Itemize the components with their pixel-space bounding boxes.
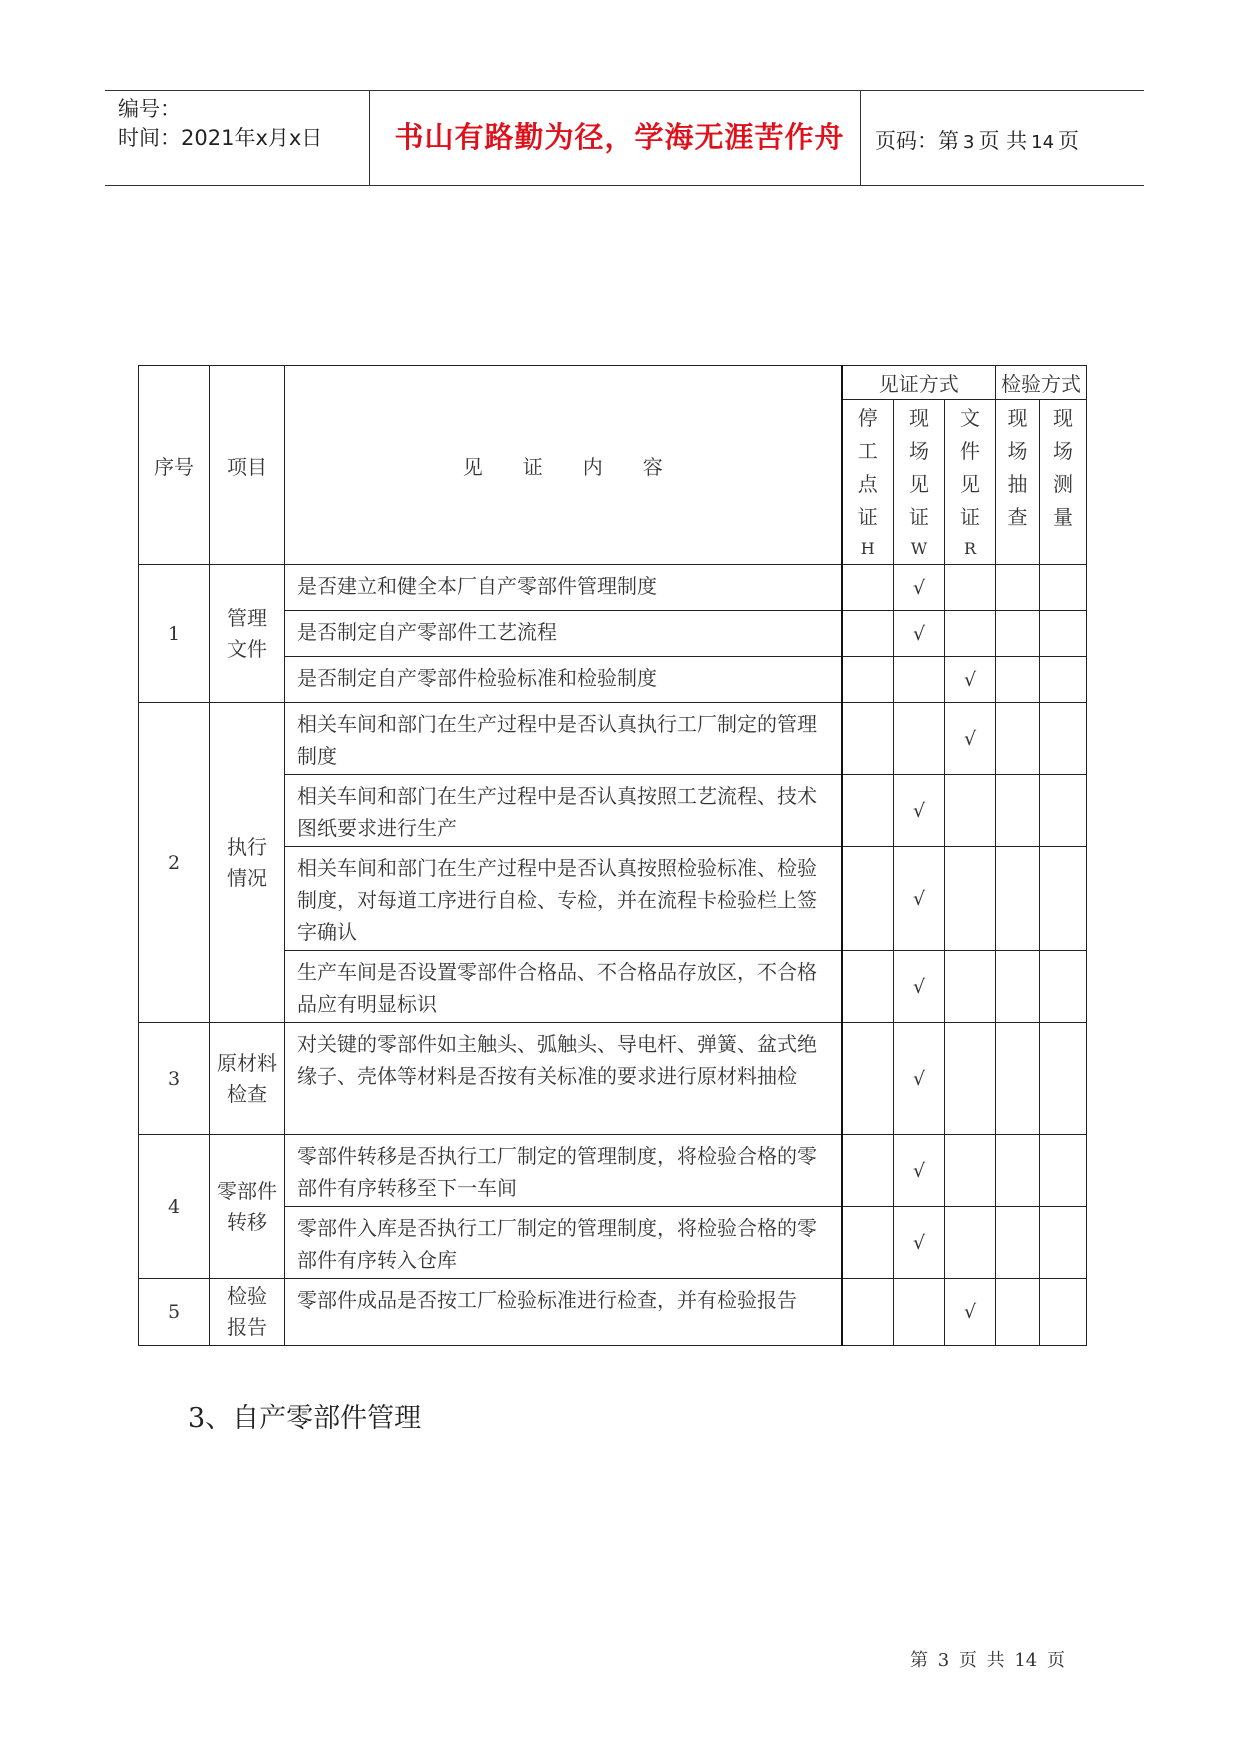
header-char: 现 <box>909 406 929 430</box>
page-header <box>105 90 1144 186</box>
page-current: 3 <box>963 132 975 153</box>
row-seq: 5 <box>139 1279 210 1346</box>
witness-table <box>138 365 1087 1346</box>
check-cell-w: √ <box>894 1023 945 1135</box>
check-cell-h <box>842 775 894 847</box>
row-item <box>210 1279 285 1346</box>
check-cell-m <box>1040 657 1087 703</box>
check-cell-w <box>894 657 945 703</box>
item-line: 文件 <box>227 636 267 661</box>
check-cell-s <box>996 565 1040 611</box>
check-cell-s <box>996 1135 1040 1207</box>
header-divider-2 <box>860 91 861 185</box>
header-hold-point <box>842 400 894 565</box>
check-cell-s <box>996 611 1040 657</box>
header-char: H <box>860 539 875 558</box>
check-cell-m <box>1040 1207 1087 1279</box>
header-char: 证 <box>857 505 878 529</box>
page-total: 14 <box>1031 132 1055 153</box>
header-char: R <box>963 539 977 558</box>
check-cell-r: √ <box>945 703 996 775</box>
header-char: 证 <box>909 505 929 529</box>
check-cell-s <box>996 703 1040 775</box>
check-cell-r <box>945 611 996 657</box>
check-cell-m <box>1040 703 1087 775</box>
check-cell-r: √ <box>945 657 996 703</box>
check-cell-m <box>1040 565 1087 611</box>
header-char: 场 <box>1007 439 1028 463</box>
table-row <box>139 703 1087 775</box>
header-char: W <box>910 539 928 558</box>
check-cell-m <box>1040 1023 1087 1135</box>
row-content: 是否制定自产零部件检验标准和检验制度 <box>285 657 842 703</box>
header-spot-check <box>996 400 1040 565</box>
header-site-witness <box>894 400 945 565</box>
header-char: 抽 <box>1007 472 1028 496</box>
header-site-measure <box>1040 400 1087 565</box>
header-char: 场 <box>909 439 929 463</box>
table-row <box>139 1023 1087 1135</box>
header-char: 文 <box>960 406 980 430</box>
item-line: 原材料 <box>217 1050 277 1075</box>
check-cell-m <box>1040 1279 1087 1346</box>
header-char: 现 <box>1007 406 1028 430</box>
check-cell-w: √ <box>894 775 945 847</box>
check-cell-r <box>945 1135 996 1207</box>
check-cell-s <box>996 1279 1040 1346</box>
table-row <box>139 565 1087 611</box>
header-page-info <box>875 125 1079 155</box>
check-cell-m <box>1040 611 1087 657</box>
check-cell-s <box>996 775 1040 847</box>
item-line: 管理 <box>227 605 267 630</box>
check-cell-h <box>842 611 894 657</box>
check-cell-r: √ <box>945 1279 996 1346</box>
header-char: 证 <box>960 505 980 529</box>
header-divider-1 <box>369 91 370 185</box>
header-char: 工 <box>857 439 878 463</box>
check-cell-h <box>842 703 894 775</box>
row-content: 相关车间和部门在生产过程中是否认真按照工艺流程、技术图纸要求进行生产 <box>285 775 842 847</box>
check-cell-h <box>842 951 894 1023</box>
header-document-witness <box>945 400 996 565</box>
row-item <box>210 1135 285 1279</box>
row-item <box>210 1023 285 1135</box>
row-content: 零部件转移是否执行工厂制定的管理制度，将检验合格的零部件有序转移至下一车间 <box>285 1135 842 1207</box>
check-cell-r <box>945 951 996 1023</box>
header-item: 项目 <box>210 366 285 565</box>
check-cell-w: √ <box>894 611 945 657</box>
table-row <box>139 1135 1087 1207</box>
table-header-row-1 <box>139 366 1087 400</box>
row-seq: 4 <box>139 1135 210 1279</box>
check-cell-w <box>894 703 945 775</box>
check-cell-s <box>996 847 1040 951</box>
check-cell-w: √ <box>894 1207 945 1279</box>
row-content: 零部件入库是否执行工厂制定的管理制度，将检验合格的零部件有序转入仓库 <box>285 1207 842 1279</box>
check-cell-w: √ <box>894 565 945 611</box>
header-char: 停 <box>857 406 878 430</box>
check-cell-r <box>945 1207 996 1279</box>
check-cell-r <box>945 775 996 847</box>
header-char: 见 <box>909 472 929 496</box>
row-content: 生产车间是否设置零部件合格品、不合格品存放区，不合格品应有明显标识 <box>285 951 842 1023</box>
check-cell-s <box>996 657 1040 703</box>
header-char: 件 <box>960 439 980 463</box>
header-char: 测 <box>1053 472 1073 496</box>
item-line: 报告 <box>227 1315 267 1339</box>
row-content: 零部件成品是否按工厂检验标准进行检查，并有检验报告 <box>285 1279 842 1346</box>
check-cell-r <box>945 565 996 611</box>
item-line: 检验 <box>227 1284 267 1308</box>
row-item <box>210 703 285 1023</box>
row-content: 相关车间和部门在生产过程中是否认真按照检验标准、检验制度，对每道工序进行自检、专检，并在流程卡检验栏上签字确认 <box>285 847 842 951</box>
check-cell-s <box>996 1023 1040 1135</box>
check-cell-r <box>945 1023 996 1135</box>
check-cell-s <box>996 1207 1040 1279</box>
check-cell-h <box>842 1207 894 1279</box>
check-cell-w <box>894 1279 945 1346</box>
check-cell-w: √ <box>894 1135 945 1207</box>
header-char: 现 <box>1053 406 1073 430</box>
header-meta <box>118 95 322 153</box>
check-cell-m <box>1040 1135 1087 1207</box>
check-cell-r <box>945 847 996 951</box>
row-content: 对关键的零部件如主触头、弧触头、导电杆、弹簧、盆式绝缘子、壳体等材料是否按有关标准的要求进行原材料抽检 <box>285 1023 842 1135</box>
check-cell-w: √ <box>894 951 945 1023</box>
page-mid: 页 共 <box>978 129 1028 153</box>
header-char: 见 <box>960 472 980 496</box>
check-cell-h <box>842 1279 894 1346</box>
header-inspection-method: 检验方式 <box>996 366 1087 400</box>
row-item <box>210 565 285 703</box>
header-content: 见 证 内 容 <box>285 366 842 565</box>
page-prefix: 页码：第 <box>875 129 959 153</box>
header-char: 场 <box>1053 439 1073 463</box>
check-cell-m <box>1040 951 1087 1023</box>
check-cell-h <box>842 657 894 703</box>
check-cell-s <box>996 951 1040 1023</box>
check-cell-w: √ <box>894 847 945 951</box>
item-line: 零部件 <box>217 1178 277 1203</box>
row-seq: 3 <box>139 1023 210 1135</box>
row-content: 是否建立和健全本厂自产零部件管理制度 <box>285 565 842 611</box>
header-witness-method: 见证方式 <box>842 366 996 400</box>
header-char: 量 <box>1053 505 1073 529</box>
header-char: 点 <box>857 472 878 496</box>
page-footer: 第 3 页 共 14 页 <box>910 1650 1065 1671</box>
section-heading: 3、自产零部件管理 <box>188 1403 422 1434</box>
document-time-label: 时间：2021年x月x日 <box>118 126 323 150</box>
check-cell-h <box>842 565 894 611</box>
document-number-label: 编号： <box>118 97 181 121</box>
check-cell-h <box>842 1023 894 1135</box>
row-seq: 2 <box>139 703 210 1023</box>
check-cell-h <box>842 1135 894 1207</box>
check-cell-h <box>842 847 894 951</box>
row-content: 是否制定自产零部件工艺流程 <box>285 611 842 657</box>
item-line: 情况 <box>227 865 267 890</box>
header-char: 查 <box>1007 505 1028 529</box>
check-cell-m <box>1040 775 1087 847</box>
item-line: 检查 <box>227 1081 267 1106</box>
page-suffix: 页 <box>1058 129 1080 153</box>
check-cell-m <box>1040 847 1087 951</box>
item-line: 执行 <box>227 834 267 859</box>
row-content: 相关车间和部门在生产过程中是否认真执行工厂制定的管理制度 <box>285 703 842 775</box>
header-seq: 序号 <box>139 366 210 565</box>
header-motto: 书山有路勤为径，学海无涯苦作舟 <box>394 120 845 154</box>
item-line: 转移 <box>227 1209 267 1234</box>
table-row <box>139 1279 1087 1346</box>
row-seq: 1 <box>139 565 210 703</box>
